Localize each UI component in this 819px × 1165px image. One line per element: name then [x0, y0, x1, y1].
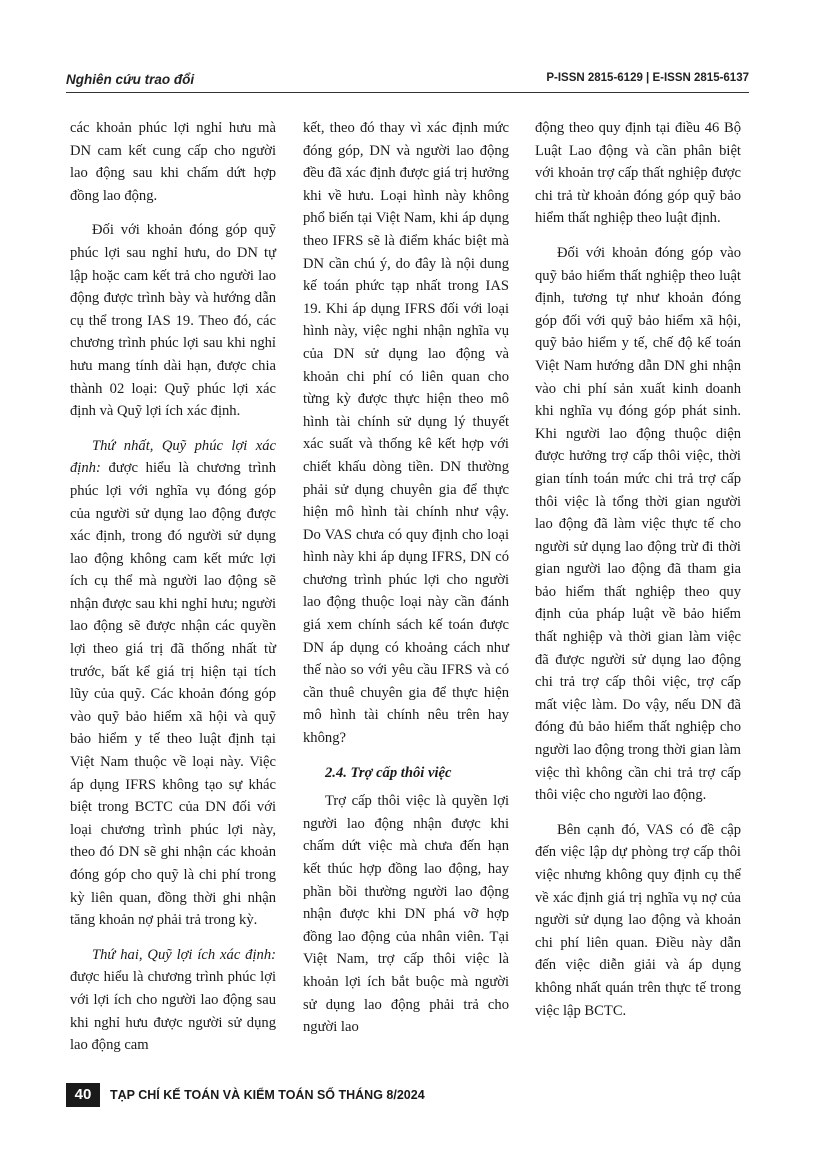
journal-name: TẠP CHÍ KẾ TOÁN VÀ KIỂM TOÁN SỐ THÁNG 8/2024: [110, 1088, 425, 1102]
page-header: [66, 64, 749, 94]
column-3: [535, 117, 741, 1034]
paragraph: [70, 944, 276, 1057]
paragraph: Đối với khoản đóng góp quỹ phúc lợi sau nghỉ hưu, do DN tự lập hoặc cam kết trả cho người lao động được trình bày và hướng dẫn cụ thể trong IAS 19. Theo đó, các chương trình phúc lợi sau khi nghỉ hưu mang tính dài hạn, được chia thành 02 loại: Quỹ phúc lợi xác định và Quỹ lợi ích xác định.: [70, 222, 276, 420]
section-heading: 2.4. Trợ cấp thôi việc: [325, 764, 452, 781]
paragraph: động theo quy định tại điều 46 Bộ Luật Lao động và cần phân biệt với khoản trợ cấp thất nghiệp được chi trả từ khoản đóng góp quỹ bảo hiểm thất nghiệp theo luật định.: [535, 120, 741, 227]
paragraph: Đối với khoản đóng góp vào quỹ bảo hiểm thất nghiệp theo luật định, tương tự như khoản đóng góp đối với quỹ bảo hiểm xã hội, quỹ bảo hiểm y tế, chế độ kế toán Việt Nam hướng dẫn DN ghi nhận vào chi phí sản xuất kinh doanh khi nghĩa vụ đóng góp phát sinh. Khi người lao động thuộc diện được hưởng trợ cấp thôi việc, thời gian tính toán mức chi trả trợ cấp thôi việc là tổng thời gian người lao động đã làm việc thực tế cho người sử dụng lao động trừ đi thời gian người lao động đã tham gia bảo hiểm thất nghiệp theo quy định của pháp luật về bảo hiểm thất nghiệp và thời gian làm việc đã được người sử dụng lao động chi trả trợ cấp thôi việc, trợ cấp mất việc làm. Do vậy, nếu DN đã đóng đủ bảo hiểm thất nghiệp cho người lao động trong thời gian làm việc thì không cần chi trả trợ cấp thôi việc cho người lao động.: [535, 244, 741, 804]
paragraph: kết, theo đó thay vì xác định mức đóng góp, DN và người lao động đều đã xác định được giá trị hưởng khi về hưu. Loại hình này không phổ biến tại Việt Nam, khi áp dụng theo IFRS sẽ là điểm khác biệt mà DN cần chú ý, do đây là nội dung kế toán phức tạp nhất trong IAS 19. Khi áp dụng IFRS đối với loại hình này, việc nghi nhận nghĩa vụ của DN sử dụng lao động và khoản chi phí có liên quan cho từng kỳ được thực hiện theo mô hình tài chính sử dụng lý thuyết xác suất và thống kê kết hợp với chiết khấu dòng tiền. DN thường phải sử dụng chuyên gia để thực hiện mô hình tài chính như vậy. Do VAS chưa có quy định cho loại hình này khi áp dụng IFRS, DN có chương trình phúc lợi cho người lao động thuộc loại này cần đánh giá xem chính sách kế toán được DN áp dụng có khoảng cách như thế nào so với yêu cầu IFRS và có cần thuê chuyên gia để thực hiện mô hình tài chính nêu trên hay không?: [303, 120, 509, 747]
paragraph-lead: Thứ nhất, Quỹ phúc lợi xác định:: [70, 437, 276, 477]
page-number: 40: [66, 1083, 100, 1107]
page-footer: [66, 1083, 566, 1109]
paragraph-body: được hiểu là chương trình phúc lợi với nghĩa vụ đóng góp của người sử dụng lao động được xác định, trong đó người sử dụng lao động không cam kết mức lợi ích cụ thể mà người lao động sẽ nhận được sau khi nghỉ hưu; người lao động sẽ được nhận các quyền lợi theo giá trị đã thống nhất từ trước, bất kể giá trị hiện tại tích lũy của quỹ. Các khoản đóng góp vào quỹ bảo hiểm xã hội và quỹ bảo hiểm y tế theo luật định tại Việt Nam thuộc về loại này. Việc áp dụng IFRS không tạo sự khác biệt trong BCTC của DN đối với loại chương trình phúc lợi này, theo đó DN sẽ ghi nhận các khoản đóng góp cho quỹ là chi phí trong kỳ liên quan, đồng thời ghi nhận tăng khoản nợ phải trả trong kỳ.: [70, 460, 276, 929]
section-title: Nghiên cứu trao đổi: [66, 72, 195, 87]
issn-label: P-ISSN 2815-6129 | E-ISSN 2815-6137: [546, 72, 749, 84]
paragraph-body: được hiểu là chương trình phúc lợi với lợi ích cho người lao động sau khi nghỉ hưu được người sử dụng lao động cam: [70, 969, 276, 1054]
paragraph: các khoản phúc lợi nghỉ hưu mà DN cam kết cung cấp cho người lao động sau khi chấm dứt hợp đồng lao động.: [70, 120, 276, 204]
column-2: [303, 117, 509, 1051]
paragraph: [70, 435, 276, 932]
header-rule: [66, 92, 749, 93]
column-1: [70, 117, 276, 1069]
paragraph: Bên cạnh đó, VAS có đề cập đến việc lập dự phòng trợ cấp thôi việc nhưng không quy định cụ thể về xác định giá trị nghĩa vụ nợ của người sử dụng lao động và khoản chi phí liên quan. Điều này dẫn đến việc diễn giải và áp dụng không nhất quán trên thực tế trong việc lập BCTC.: [535, 821, 741, 1019]
paragraph: Trợ cấp thôi việc là quyền lợi người lao động nhận được khi chấm dứt việc mà chưa đến hạn kết thúc hợp đồng lao động, hay phần bồi thường người lao động nhận được khi DN phá vỡ hợp đồng lao động của nhân viên. Tại Việt Nam, trợ cấp thôi việc là khoản lợi ích bắt buộc mà người sử dụng lao động phải trả cho người lao: [303, 793, 509, 1036]
paragraph-lead: Thứ hai, Quỹ lợi ích xác định:: [92, 946, 276, 963]
